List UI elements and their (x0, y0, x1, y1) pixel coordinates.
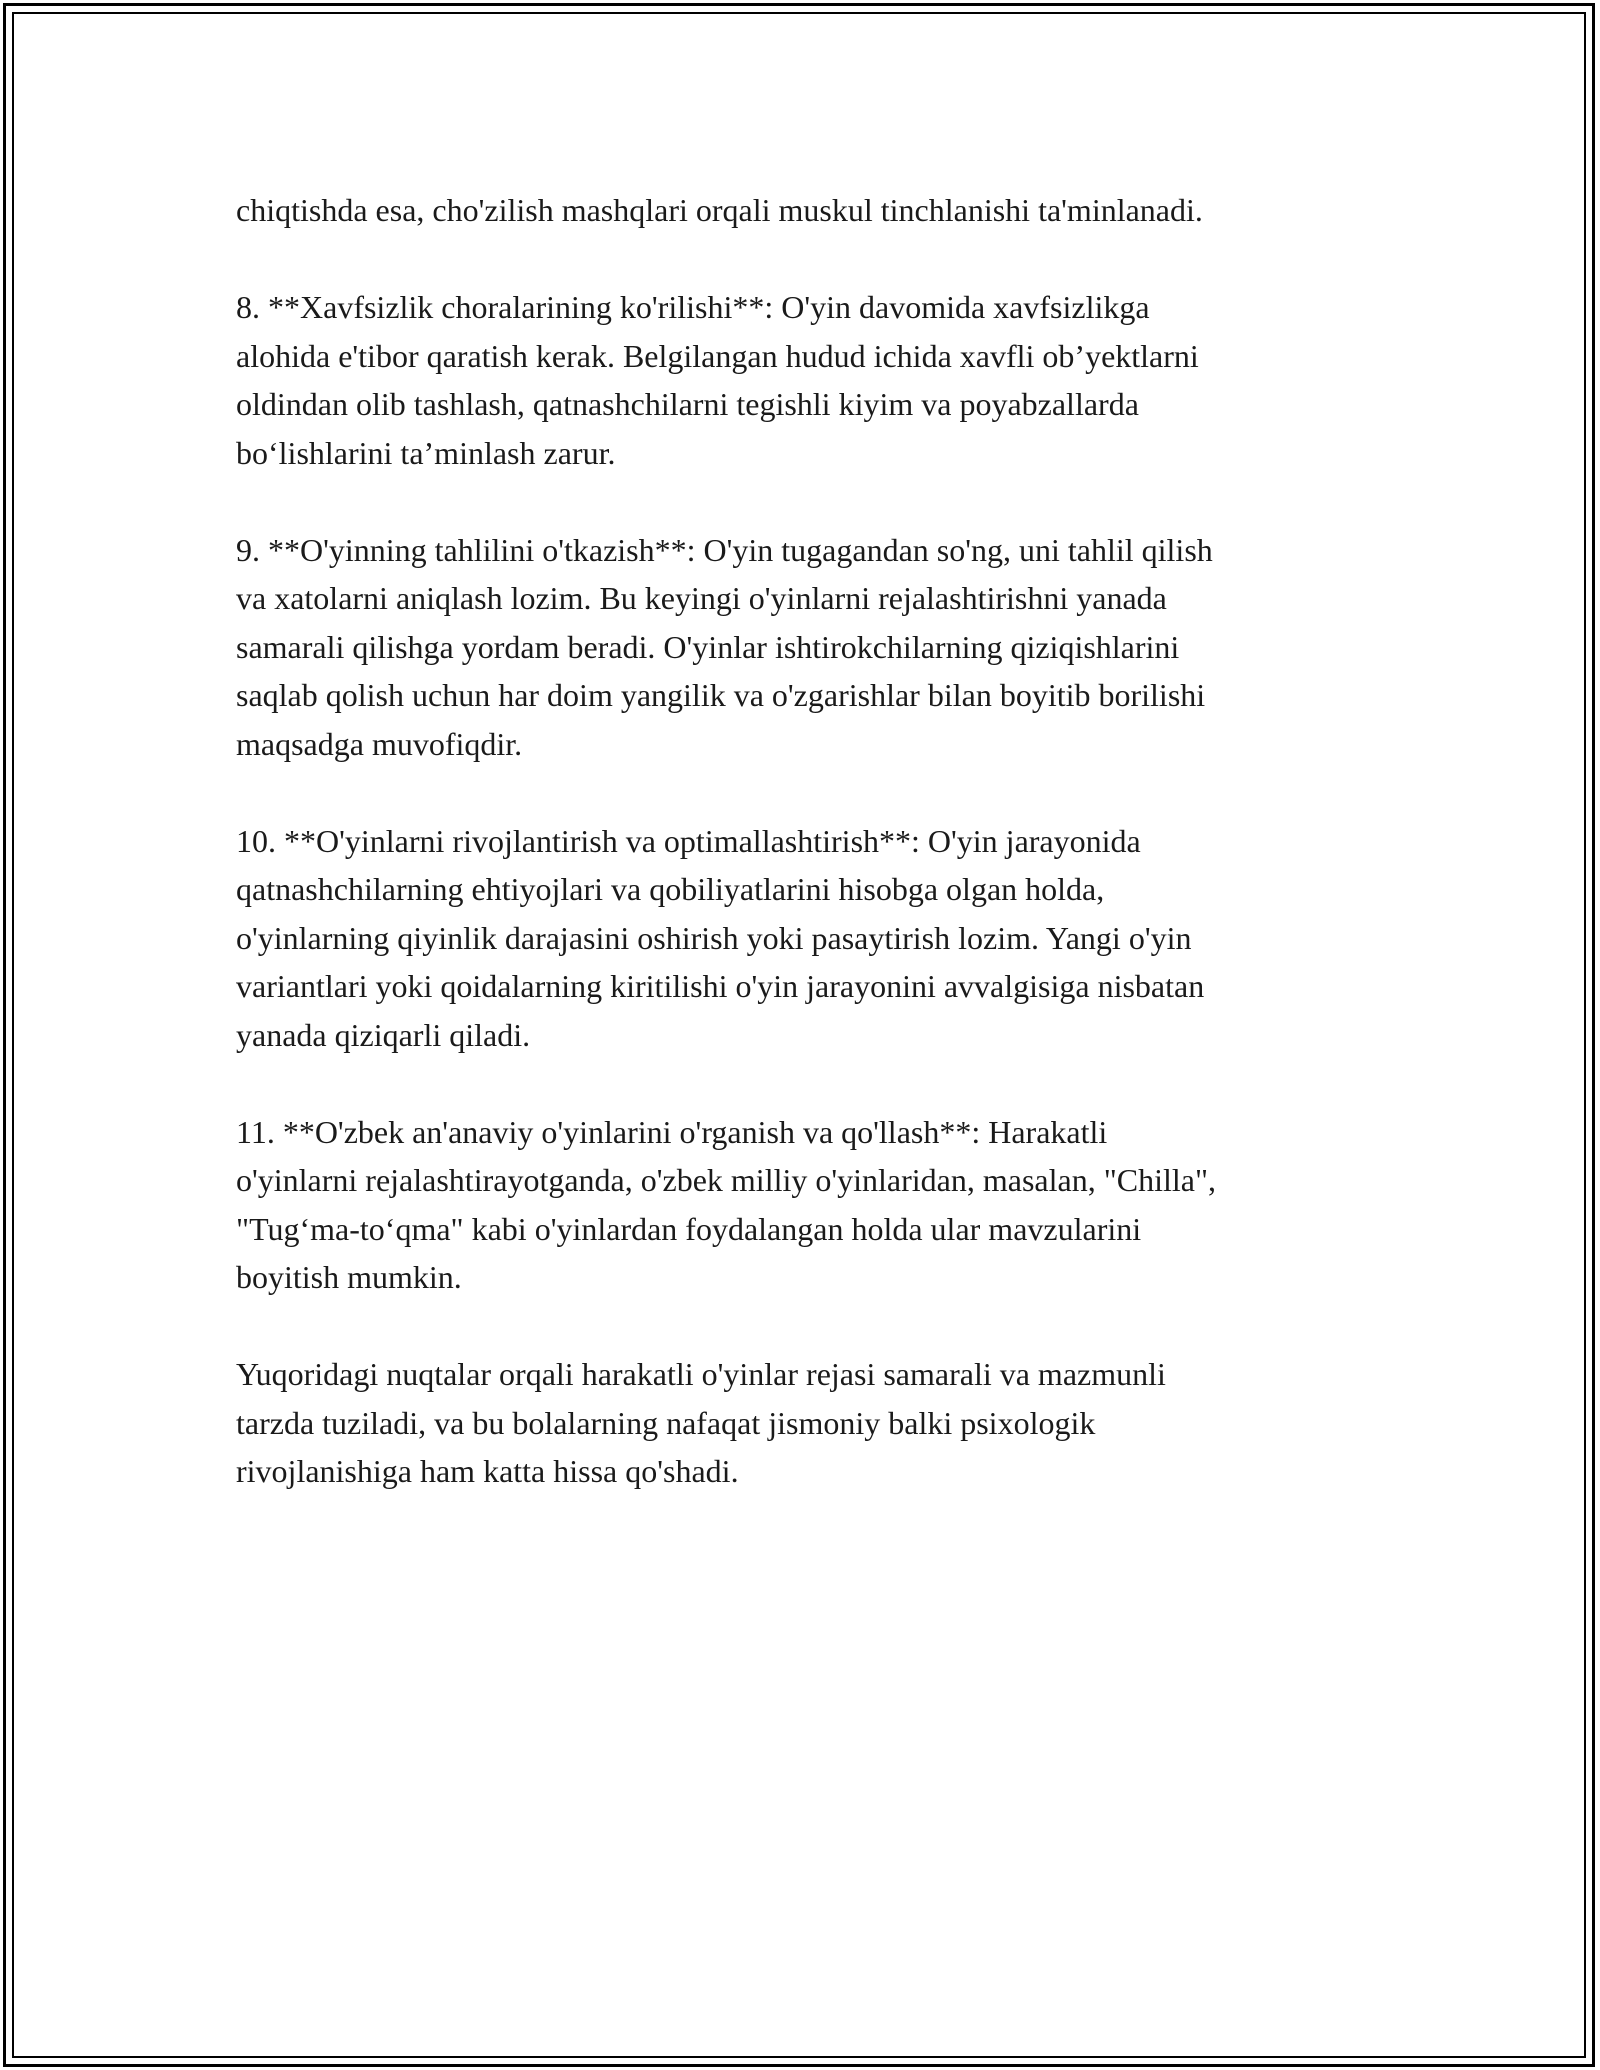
text-line: "Tug‘ma-to‘qma" kabi o'yinlardan foydalangan holda ular mavzularini (236, 1210, 1142, 1247)
text-line: chiqtishda esa, cho'zilish mashqlari orqali muskul tinchlanishi ta'minlanadi. (236, 192, 1203, 228)
paragraph-conclusion (236, 1350, 1376, 1496)
text-line: alohida e'tibor qaratish kerak. Belgilangan hudud ichida xavfli ob’yektlarni (236, 337, 1199, 374)
text-line: va xatolarni aniqlash lozim. Bu keyingi o'yinlarni rejalashtirishni yanada (236, 580, 1167, 616)
paragraph-item-10 (236, 817, 1376, 1060)
text-line: saqlab qolish uchun har doim yangilik va o'zgarishlar bilan boyitib borilishi (236, 677, 1206, 713)
text-line: yanada qiziqarli qiladi. (236, 1016, 531, 1053)
text-line: 9. **O'yinning tahlilini o'tkazish**: O'yin tugagandan so'ng, uni tahlil qilish (236, 531, 1213, 568)
paragraph-item-9 (236, 526, 1376, 769)
paragraph-intro-continuation (236, 186, 1376, 235)
text-line: samarali qilishga yordam beradi. O'yinlar ishtirokchilarning qiziqishlarini (236, 628, 1180, 665)
document-body (236, 186, 1376, 1544)
text-line: o'yinlarni rejalashtirayotganda, o'zbek milliy o'yinlaridan, masalan, "Chilla", (236, 1162, 1217, 1198)
text-line: o'yinlarning qiyinlik darajasini oshirish yoki pasaytirish lozim. Yangi o'yin (236, 919, 1192, 956)
text-line: maqsadga muvofiqdir. (236, 725, 523, 762)
text-line: 10. **O'yinlarni rivojlantirish va optimallashtirish**: O'yin jarayonida (236, 822, 1141, 859)
text-line: rivojlanishiga ham katta hissa qo'shadi. (236, 1453, 739, 1489)
paragraph-item-8 (236, 283, 1376, 477)
text-line: bo‘lishlarini ta’minlash zarur. (236, 434, 616, 471)
text-line: variantlari yoki qoidalarning kiritilishi o'yin jarayonini avvalgisiga nisbatan (236, 968, 1205, 1004)
text-line: qatnashchilarning ehtiyojlari va qobiliyatlarini hisobga olgan holda, (236, 871, 1105, 907)
text-line: oldindan olib tashlash, qatnashchilarni tegishli kiyim va poyabzallarda (236, 386, 1139, 422)
text-line: boyitish mumkin. (236, 1259, 462, 1295)
paragraph-item-11 (236, 1108, 1376, 1302)
text-line: 8. **Xavfsizlik choralarining ko'rilishi**: O'yin davomida xavfsizlikga (236, 289, 1150, 325)
text-line: tarzda tuziladi, va bu bolalarning nafaqat jismoniy balki psixologik (236, 1404, 1096, 1441)
text-line: Yuqoridagi nuqtalar orqali harakatli o'yinlar rejasi samarali va mazmunli (236, 1356, 1166, 1392)
text-line: 11. **O'zbek an'anaviy o'yinlarini o'rganish va qo'llash**: Harakatli (236, 1113, 1108, 1150)
